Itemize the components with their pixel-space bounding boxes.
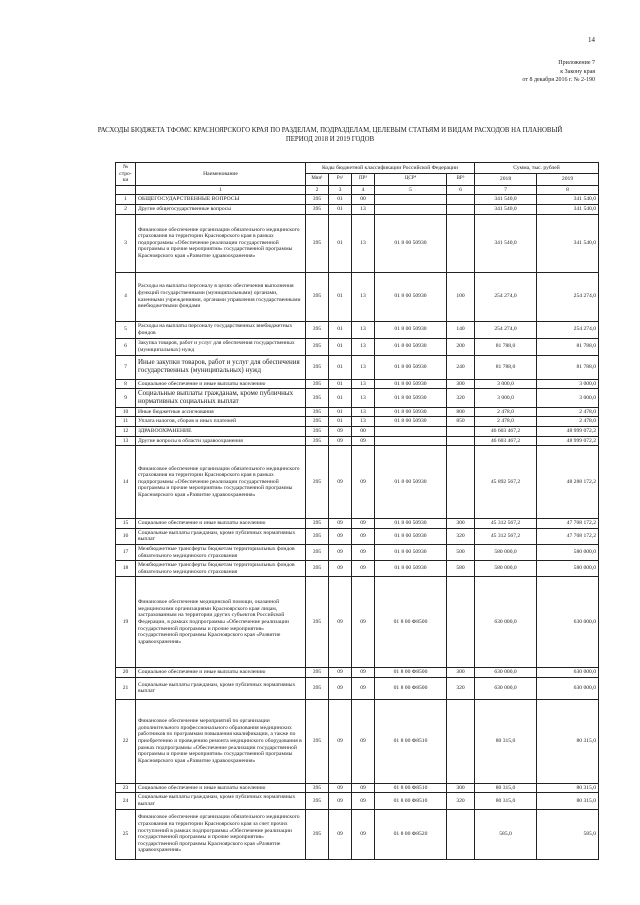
row-vr-code: 320 xyxy=(447,528,475,544)
row-pr-code: 09 xyxy=(352,561,375,577)
index-name: 1 xyxy=(136,185,306,195)
budget-table xyxy=(115,162,599,860)
row-pr-code: 09 xyxy=(352,577,375,668)
row-min-code: 395 xyxy=(306,389,329,408)
row-number: 5 xyxy=(116,321,136,338)
row-rz-code: 09 xyxy=(329,544,352,560)
row-sum-2018: 45 892 567,2 xyxy=(475,446,537,519)
row-number: 22 xyxy=(116,699,136,783)
index-vr: 6 xyxy=(447,185,475,195)
header-sum-group: Сумма, тыс. рублей xyxy=(475,163,599,174)
row-pr-code: 13 xyxy=(352,379,375,389)
row-csr-code: 01 8 00 50930 xyxy=(375,446,447,519)
row-rz-code: 01 xyxy=(329,204,352,214)
row-sum-2019: 80 315,0 xyxy=(537,783,599,793)
row-csr-code: 01 8 00 50930 xyxy=(375,214,447,272)
row-rz-code: 01 xyxy=(329,272,352,321)
row-number: 14 xyxy=(116,446,136,519)
row-sum-2019: 81 788,0 xyxy=(537,355,599,379)
table-row xyxy=(116,544,599,560)
row-name: Финансовое обеспечение организации обязательного медицинского страхования на территории Красноярского края за счет прочих поступлений в рамках подпрограммы «Обеспечение реализации государственной программы и прочие мероприятия» государственной программы Красноярского края «Развитие здравоохранения» xyxy=(136,809,306,859)
header-pr: ПР³ xyxy=(352,174,375,185)
row-rz-code: 09 xyxy=(329,446,352,519)
row-name: ОБЩЕГОСУДАРСТВЕННЫЕ ВОПРОСЫ xyxy=(136,195,306,205)
row-sum-2018: 46 603 467,2 xyxy=(475,426,537,436)
row-number: 19 xyxy=(116,577,136,668)
row-name: Социальные выплаты гражданам, кроме публичных нормативных выплат xyxy=(136,528,306,544)
index-pr: 4 xyxy=(352,185,375,195)
table-body xyxy=(116,195,599,859)
row-min-code: 395 xyxy=(306,417,329,427)
row-sum-2019: 80 315,0 xyxy=(537,699,599,783)
row-sum-2019: 630 000,0 xyxy=(537,577,599,668)
row-sum-2019: 2 478,0 xyxy=(537,417,599,427)
row-number: 13 xyxy=(116,436,136,446)
row-sum-2018: 2 478,0 xyxy=(475,407,537,417)
row-number: 12 xyxy=(116,426,136,436)
row-pr-code: 09 xyxy=(352,677,375,699)
row-min-code: 395 xyxy=(306,561,329,577)
row-csr-code: 01 8 00 50930 xyxy=(375,417,447,427)
row-name: Финансовое обеспечение организации обязательного медицинского страхования на территории Красноярского края в рамках подпрограммы «Обеспечение реализации государственной программы и прочие мероприятия» государственной программы Красноярского края «Развитие здравоохранения» xyxy=(136,214,306,272)
row-rz-code: 09 xyxy=(329,699,352,783)
row-rz-code: 09 xyxy=(329,677,352,699)
document-title xyxy=(60,126,600,144)
row-number: 25 xyxy=(116,809,136,859)
row-min-code: 395 xyxy=(306,321,329,338)
row-pr-code: 09 xyxy=(352,699,375,783)
row-rz-code: 09 xyxy=(329,436,352,446)
row-min-code: 395 xyxy=(306,436,329,446)
row-number: 2 xyxy=(116,204,136,214)
row-vr-code xyxy=(447,699,475,783)
row-name: Социальные выплаты гражданам, кроме публичных нормативных выплат xyxy=(136,793,306,809)
row-rz-code: 01 xyxy=(329,355,352,379)
row-vr-code: 300 xyxy=(447,668,475,678)
row-sum-2019: 3 000,0 xyxy=(537,389,599,408)
row-sum-2018: 81 788,0 xyxy=(475,338,537,355)
row-csr-code: 01 8 00 Ф8510 xyxy=(375,699,447,783)
row-min-code: 395 xyxy=(306,214,329,272)
row-vr-code xyxy=(447,809,475,859)
row-name: Социальное обеспечение и иные выплаты населению xyxy=(136,783,306,793)
index-num xyxy=(116,185,136,195)
row-sum-2019: 254 274,0 xyxy=(537,272,599,321)
row-csr-code: 01 8 00 50930 xyxy=(375,272,447,321)
table-row xyxy=(116,793,599,809)
row-pr-code: 09 xyxy=(352,668,375,678)
row-csr-code: 01 8 00 50930 xyxy=(375,407,447,417)
row-sum-2018: 630 000,0 xyxy=(475,677,537,699)
row-name: Расходы на выплаты персоналу в целях обеспечения выполнения функций государственными (муниципальными) органами, казенными учреждениями, органами управления государственными внебюджетными фондами xyxy=(136,272,306,321)
table-row xyxy=(116,272,599,321)
row-name: Другие общегосударственные вопросы xyxy=(136,204,306,214)
table-row xyxy=(116,677,599,699)
row-vr-code: 320 xyxy=(447,389,475,408)
row-sum-2019: 580 000,0 xyxy=(537,544,599,560)
row-pr-code: 13 xyxy=(352,407,375,417)
row-csr-code: 01 8 00 50930 xyxy=(375,528,447,544)
row-number: 9 xyxy=(116,389,136,408)
row-vr-code: 320 xyxy=(447,793,475,809)
row-vr-code xyxy=(447,436,475,446)
row-sum-2018: 630 000,0 xyxy=(475,668,537,678)
row-sum-2019: 2 478,0 xyxy=(537,407,599,417)
table-row xyxy=(116,528,599,544)
table-row xyxy=(116,214,599,272)
row-min-code: 395 xyxy=(306,204,329,214)
row-pr-code: 09 xyxy=(352,528,375,544)
row-vr-code xyxy=(447,426,475,436)
index-rz: 3 xyxy=(329,185,352,195)
row-sum-2018: 341 540,0 xyxy=(475,214,537,272)
row-csr-code: 01 8 00 50930 xyxy=(375,379,447,389)
table-row xyxy=(116,577,599,668)
table-row xyxy=(116,561,599,577)
appendix-line: от 8 декабря 2016 г. № 2-190 xyxy=(522,77,595,83)
header-year-2018: 2018 xyxy=(475,174,537,185)
row-rz-code: 09 xyxy=(329,809,352,859)
index-2019: 8 xyxy=(537,185,599,195)
row-min-code: 395 xyxy=(306,783,329,793)
row-vr-code xyxy=(447,446,475,519)
row-min-code: 395 xyxy=(306,577,329,668)
row-rz-code: 09 xyxy=(329,668,352,678)
table-row xyxy=(116,519,599,529)
row-rz-code: 01 xyxy=(329,214,352,272)
row-vr-code: 100 xyxy=(447,272,475,321)
row-vr-code: 200 xyxy=(447,338,475,355)
row-sum-2019: 47 708 172,2 xyxy=(537,519,599,529)
row-pr-code: 00 xyxy=(352,195,375,205)
index-2018: 7 xyxy=(475,185,537,195)
row-pr-code: 09 xyxy=(352,793,375,809)
row-name: Закупка товаров, работ и услуг для обеспечения государственных (муниципальных) нужд xyxy=(136,338,306,355)
row-pr-code: 13 xyxy=(352,272,375,321)
row-sum-2019: 47 708 172,2 xyxy=(537,528,599,544)
row-sum-2018: 580 000,0 xyxy=(475,561,537,577)
row-min-code: 395 xyxy=(306,519,329,529)
table-row xyxy=(116,338,599,355)
row-number: 17 xyxy=(116,544,136,560)
row-sum-2018: 45 312 567,2 xyxy=(475,519,537,529)
header-year-2019: 2019 xyxy=(537,174,599,185)
row-pr-code: 13 xyxy=(352,321,375,338)
table-row xyxy=(116,204,599,214)
table-row xyxy=(116,417,599,427)
table-row xyxy=(116,783,599,793)
row-min-code: 395 xyxy=(306,195,329,205)
row-name: Другие вопросы в области здравоохранения xyxy=(136,436,306,446)
row-sum-2019: 341 540,0 xyxy=(537,214,599,272)
row-rz-code: 01 xyxy=(329,321,352,338)
row-rz-code: 01 xyxy=(329,417,352,427)
row-vr-code xyxy=(447,195,475,205)
row-min-code: 395 xyxy=(306,272,329,321)
row-rz-code: 09 xyxy=(329,426,352,436)
index-csr: 5 xyxy=(375,185,447,195)
appendix-reference xyxy=(522,59,595,85)
row-number: 3 xyxy=(116,214,136,272)
row-name: Расходы на выплаты персоналу государственных внебюджетных фондов xyxy=(136,321,306,338)
row-vr-code: 140 xyxy=(447,321,475,338)
row-sum-2018: 80 315,0 xyxy=(475,699,537,783)
table-row xyxy=(116,389,599,408)
row-sum-2019: 48 999 072,2 xyxy=(537,426,599,436)
row-pr-code: 13 xyxy=(352,214,375,272)
header-vr: ВР⁵ xyxy=(447,174,475,185)
appendix-line: Приложение 7 xyxy=(558,60,595,66)
row-csr-code: 01 8 00 Ф8510 xyxy=(375,793,447,809)
row-csr-code: 01 8 00 50930 xyxy=(375,355,447,379)
title-line: РАСХОДЫ БЮДЖЕТА ТФОМС КРАСНОЯРСКОГО КРАЯ ПО РАЗДЕЛАМ, ПОДРАЗДЕЛАМ, ЦЕЛЕВЫМ СТАТЬЯМ И ВИДАМ РАСХОДОВ НА ПЛАНОВЫЙ xyxy=(97,127,563,134)
column-index-row xyxy=(116,185,599,195)
row-name: Социальные выплаты гражданам, кроме публичных нормативных социальных выплат xyxy=(136,389,306,408)
row-sum-2019: 48 999 072,2 xyxy=(537,436,599,446)
row-csr-code: 01 8 00 50930 xyxy=(375,561,447,577)
row-number: 24 xyxy=(116,793,136,809)
table-row xyxy=(116,321,599,338)
table-header xyxy=(116,163,599,195)
row-csr-code: 01 8 00 Ф8510 xyxy=(375,783,447,793)
row-pr-code: 13 xyxy=(352,417,375,427)
row-number: 20 xyxy=(116,668,136,678)
row-name: Финансовое обеспечение медицинской помощи, оказанной медицинскими организациями Красноярского края лицам, застрахованным на территории других субъектов Российской Федерации, в рамках подпрограммы «Обеспечение реализации государственной программы и прочие мероприятия» государственной программы Красноярского края «Развитие здравоохранения» xyxy=(136,577,306,668)
header-min: Мин¹ xyxy=(306,174,329,185)
row-csr-code xyxy=(375,426,447,436)
row-csr-code xyxy=(375,195,447,205)
row-pr-code: 09 xyxy=(352,783,375,793)
table-row xyxy=(116,426,599,436)
row-min-code: 395 xyxy=(306,809,329,859)
row-rz-code: 09 xyxy=(329,528,352,544)
row-pr-code: 09 xyxy=(352,436,375,446)
row-name: Финансовое обеспечение организации обязательного медицинского страхования на территории Красноярского края в рамках подпрограммы «Обеспечение реализации государственной программы и прочие мероприятия» государственной программы Красноярского края «Развитие здравоохранения» xyxy=(136,446,306,519)
row-pr-code: 13 xyxy=(352,338,375,355)
row-sum-2018: 254 274,0 xyxy=(475,272,537,321)
row-number: 6 xyxy=(116,338,136,355)
row-min-code: 395 xyxy=(306,528,329,544)
row-csr-code xyxy=(375,436,447,446)
row-vr-code: 800 xyxy=(447,407,475,417)
row-vr-code xyxy=(447,577,475,668)
appendix-line: к Закону края xyxy=(560,68,595,75)
row-sum-2018: 80 315,0 xyxy=(475,793,537,809)
row-rz-code: 09 xyxy=(329,561,352,577)
row-rz-code: 01 xyxy=(329,338,352,355)
row-rz-code: 09 xyxy=(329,783,352,793)
row-sum-2019: 254 274,0 xyxy=(537,321,599,338)
row-csr-code: 01 8 00 50930 xyxy=(375,338,447,355)
header-codes-group: Коды бюджетной классификации Российской Федерации xyxy=(306,163,475,174)
row-sum-2018: 3 000,0 xyxy=(475,389,537,408)
row-rz-code: 01 xyxy=(329,195,352,205)
row-csr-code xyxy=(375,204,447,214)
row-rz-code: 01 xyxy=(329,407,352,417)
row-min-code: 395 xyxy=(306,699,329,783)
row-name: ЗДРАВООХРАНЕНИЕ xyxy=(136,426,306,436)
header-row-number: № стро-ки xyxy=(116,163,136,186)
header-csr: ЦСР⁴ xyxy=(375,174,447,185)
row-min-code: 395 xyxy=(306,793,329,809)
row-sum-2018: 46 603 467,2 xyxy=(475,436,537,446)
table-row xyxy=(116,195,599,205)
row-sum-2019: 630 000,0 xyxy=(537,668,599,678)
row-number: 4 xyxy=(116,272,136,321)
row-sum-2019: 341 540,0 xyxy=(537,195,599,205)
row-csr-code: 01 8 00 Ф8520 xyxy=(375,809,447,859)
row-number: 7 xyxy=(116,355,136,379)
row-min-code: 395 xyxy=(306,446,329,519)
row-rz-code: 09 xyxy=(329,577,352,668)
row-sum-2019: 630 000,0 xyxy=(537,677,599,699)
row-name: Социальное обеспечение и иные выплаты населению xyxy=(136,379,306,389)
row-vr-code: 320 xyxy=(447,677,475,699)
row-min-code: 395 xyxy=(306,407,329,417)
row-number: 8 xyxy=(116,379,136,389)
row-sum-2018: 3 000,0 xyxy=(475,379,537,389)
row-sum-2019: 81 788,0 xyxy=(537,338,599,355)
row-name: Иные бюджетные ассигнования xyxy=(136,407,306,417)
table-row xyxy=(116,699,599,783)
row-sum-2018: 254 274,0 xyxy=(475,321,537,338)
row-pr-code: 13 xyxy=(352,389,375,408)
row-vr-code: 850 xyxy=(447,417,475,427)
row-min-code: 395 xyxy=(306,677,329,699)
row-sum-2018: 630 000,0 xyxy=(475,577,537,668)
row-name: Межбюджетные трансферты бюджетам территориальных фондов обязательного медицинского страхования xyxy=(136,544,306,560)
row-csr-code: 01 8 00 50930 xyxy=(375,544,447,560)
row-number: 1 xyxy=(116,195,136,205)
row-name: Социальное обеспечение и иные выплаты населению xyxy=(136,519,306,529)
row-csr-code: 01 8 00 50930 xyxy=(375,321,447,338)
row-number: 11 xyxy=(116,417,136,427)
row-csr-code: 01 8 00 50930 xyxy=(375,519,447,529)
row-min-code: 395 xyxy=(306,338,329,355)
row-name: Иные закупки товаров, работ и услуг для обеспечения государственных (муниципальных) нужд xyxy=(136,355,306,379)
page-number: 14 xyxy=(588,36,595,44)
row-rz-code: 01 xyxy=(329,389,352,408)
row-pr-code: 00 xyxy=(352,426,375,436)
row-sum-2019: 48 288 172,2 xyxy=(537,446,599,519)
row-pr-code: 09 xyxy=(352,446,375,519)
table-row xyxy=(116,668,599,678)
row-name: Уплата налогов, сборов и иных платежей xyxy=(136,417,306,427)
row-sum-2019: 3 000,0 xyxy=(537,379,599,389)
row-name: Социальное обеспечение и иные выплаты населению xyxy=(136,668,306,678)
row-rz-code: 01 xyxy=(329,379,352,389)
row-sum-2018: 580 000,0 xyxy=(475,544,537,560)
row-min-code: 395 xyxy=(306,379,329,389)
row-number: 23 xyxy=(116,783,136,793)
row-name: Социальные выплаты гражданам, кроме публичных нормативных выплат xyxy=(136,677,306,699)
row-rz-code: 09 xyxy=(329,793,352,809)
table-row xyxy=(116,355,599,379)
table-row xyxy=(116,436,599,446)
row-sum-2018: 2 478,0 xyxy=(475,417,537,427)
row-min-code: 395 xyxy=(306,426,329,436)
table-row xyxy=(116,446,599,519)
row-sum-2019: 80 315,0 xyxy=(537,793,599,809)
row-sum-2019: 341 540,0 xyxy=(537,204,599,214)
row-pr-code: 09 xyxy=(352,809,375,859)
title-line: ПЕРИОД 2018 И 2019 ГОДОВ xyxy=(285,136,375,143)
row-pr-code: 09 xyxy=(352,544,375,560)
row-sum-2019: 580 000,0 xyxy=(537,561,599,577)
row-vr-code: 240 xyxy=(447,355,475,379)
row-pr-code: 09 xyxy=(352,519,375,529)
row-sum-2018: 341 540,0 xyxy=(475,195,537,205)
row-number: 10 xyxy=(116,407,136,417)
row-vr-code: 580 xyxy=(447,561,475,577)
row-csr-code: 01 8 00 Ф8500 xyxy=(375,677,447,699)
row-sum-2019: 585,0 xyxy=(537,809,599,859)
row-vr-code: 300 xyxy=(447,379,475,389)
row-min-code: 395 xyxy=(306,355,329,379)
table-row xyxy=(116,809,599,859)
row-vr-code: 300 xyxy=(447,519,475,529)
table-row xyxy=(116,379,599,389)
row-vr-code xyxy=(447,214,475,272)
row-pr-code: 13 xyxy=(352,355,375,379)
row-number: 16 xyxy=(116,528,136,544)
row-sum-2018: 585,0 xyxy=(475,809,537,859)
row-sum-2018: 80 315,0 xyxy=(475,783,537,793)
row-min-code: 395 xyxy=(306,544,329,560)
row-number: 15 xyxy=(116,519,136,529)
header-name: Наименование xyxy=(136,163,306,186)
row-min-code: 395 xyxy=(306,668,329,678)
row-vr-code: 500 xyxy=(447,544,475,560)
index-min: 2 xyxy=(306,185,329,195)
row-number: 18 xyxy=(116,561,136,577)
row-pr-code: 13 xyxy=(352,204,375,214)
row-sum-2018: 45 312 567,2 xyxy=(475,528,537,544)
row-number: 21 xyxy=(116,677,136,699)
row-csr-code: 01 8 00 Ф8500 xyxy=(375,668,447,678)
row-csr-code: 01 8 00 Ф8500 xyxy=(375,577,447,668)
row-sum-2018: 341 540,0 xyxy=(475,204,537,214)
row-csr-code: 01 8 00 50930 xyxy=(375,389,447,408)
header-rz: Рз² xyxy=(329,174,352,185)
table-row xyxy=(116,407,599,417)
row-vr-code: 300 xyxy=(447,783,475,793)
row-rz-code: 09 xyxy=(329,519,352,529)
row-sum-2018: 81 788,0 xyxy=(475,355,537,379)
row-name: Межбюджетные трансферты бюджетам территориальных фондов обязательного медицинского страхования xyxy=(136,561,306,577)
row-name: Финансовое обеспечение мероприятий по организации дополнительного профессионального образования медицинских работников по программам повышения квалификации, а также по приобретению и проведению ремонта медицинского оборудования в рамках подпрограммы «Обеспечение реализации государственной программы и прочие мероприятия» государственной программы Красноярского края «Развитие здравоохранения» xyxy=(136,699,306,783)
row-vr-code xyxy=(447,204,475,214)
